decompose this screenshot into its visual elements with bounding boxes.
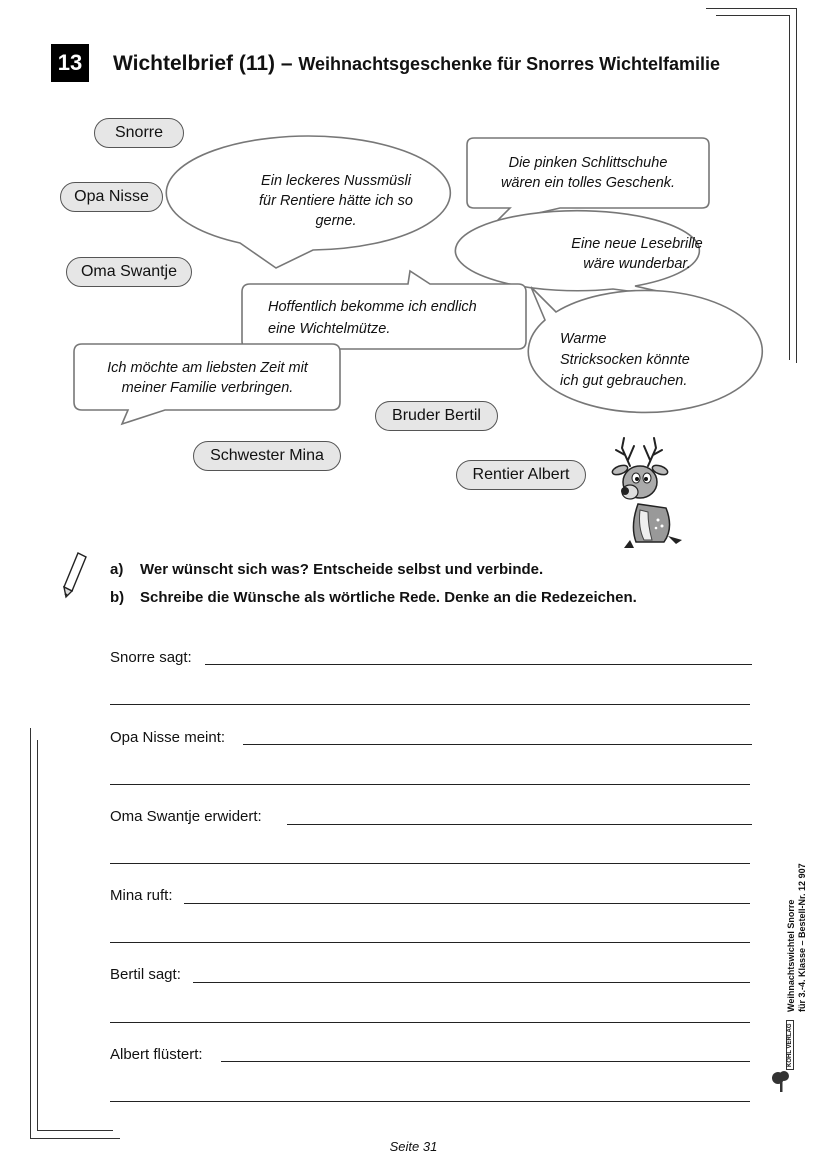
bubble-line: wäre wunderbar. [583, 256, 691, 272]
task-a [110, 561, 543, 578]
name-bruder-bertil: Bruder Bertil [375, 401, 498, 431]
title-dash: – [275, 52, 299, 75]
bubble-line: meiner Familie verbringen. [121, 380, 294, 396]
bubble-line: Ich möchte am liebsten Zeit mit [107, 360, 308, 376]
answer-line[interactable] [221, 1061, 750, 1062]
frame-left-line-inner [37, 740, 38, 1130]
answer-line[interactable] [110, 1101, 750, 1102]
bubble-schlittschuhe [472, 153, 704, 193]
bubble-line: Hoffentlich bekomme ich endlich [268, 299, 477, 315]
answer-line[interactable] [287, 824, 752, 825]
answer-line[interactable] [110, 704, 750, 705]
bubble-stricksocken [560, 329, 740, 392]
page-number: Seite 31 [389, 1139, 438, 1154]
answer-line[interactable] [110, 863, 750, 864]
task-label: a) [110, 561, 124, 578]
bubble-line: wären ein tolles Geschenk. [500, 175, 676, 191]
publisher-logo: KOHL VERLAG [786, 1020, 794, 1070]
name-rentier-albert: Rentier Albert [456, 460, 586, 490]
sidebar-line: Weihnachtswichtel Snorre [786, 899, 796, 1012]
answer-line[interactable] [243, 744, 752, 745]
speech-bubbles-graphic [0, 0, 827, 560]
tree-logo-icon [770, 1068, 792, 1094]
answer-line[interactable] [205, 664, 752, 665]
answer-line[interactable] [184, 903, 750, 904]
title-main: Wichtelbrief (11) [113, 52, 276, 75]
bubble-line: eine Wichtelmütze. [268, 321, 391, 337]
bubble-familie [80, 358, 335, 398]
bubble-line: Stricksocken könnte [560, 352, 690, 368]
prompt-oma-swantje: Oma Swantje erwidert: [110, 808, 262, 825]
prompt-bertil: Bertil sagt: [110, 966, 181, 983]
bubble-line: Ein leckeres Nussmüsli [261, 173, 411, 189]
frame-bottom-line-inner [37, 1130, 113, 1131]
answer-line[interactable] [110, 942, 750, 943]
prompt-snorre: Snorre sagt: [110, 649, 192, 666]
bubble-wichtelmuetze [268, 296, 523, 340]
title-sub: Weihnachtsgeschenke für Snorres Wichtelfamilie [298, 54, 721, 74]
worksheet-number: 13 [51, 44, 89, 82]
bubble-line: ich gut gebrauchen. [560, 373, 688, 389]
bubble-line: Warme [560, 331, 607, 347]
task-b [110, 589, 637, 606]
bubble-lesebrille [527, 234, 747, 274]
answer-line[interactable] [193, 982, 750, 983]
sidebar-line: für 3.-4. Klasse – Bestell-Nr. 12 907 [797, 863, 807, 1012]
name-schwester-mina: Schwester Mina [193, 441, 341, 471]
prompt-opa-nisse: Opa Nisse meint: [110, 729, 226, 746]
bubble-line: gerne. [315, 213, 357, 229]
frame-left-line [30, 728, 31, 1138]
name-oma-swantje: Oma Swantje [66, 257, 192, 287]
name-opa-nisse: Opa Nisse [60, 182, 163, 212]
pencil-icon [62, 551, 88, 599]
task-text: Wer wünscht sich was? Entscheide selbst und verbinde. [140, 561, 544, 578]
bubble-line: für Rentiere hätte ich so [259, 193, 413, 209]
name-snorre: Snorre [94, 118, 184, 148]
prompt-albert: Albert flüstert: [110, 1046, 203, 1063]
task-label: b) [110, 589, 125, 606]
task-text: Schreibe die Wünsche als wörtliche Rede. Denke an die Redezeichen. [140, 589, 637, 606]
bubble-nussmuesli [226, 171, 446, 231]
answer-line[interactable] [110, 1022, 750, 1023]
prompt-mina: Mina ruft: [110, 887, 173, 904]
publisher-sidebar-text [786, 863, 808, 1012]
bubble-line: Eine neue Lesebrille [571, 236, 703, 252]
reindeer-illustration [608, 436, 688, 554]
answer-line[interactable] [110, 784, 750, 785]
bubble-line: Die pinken Schlittschuhe [508, 155, 668, 171]
